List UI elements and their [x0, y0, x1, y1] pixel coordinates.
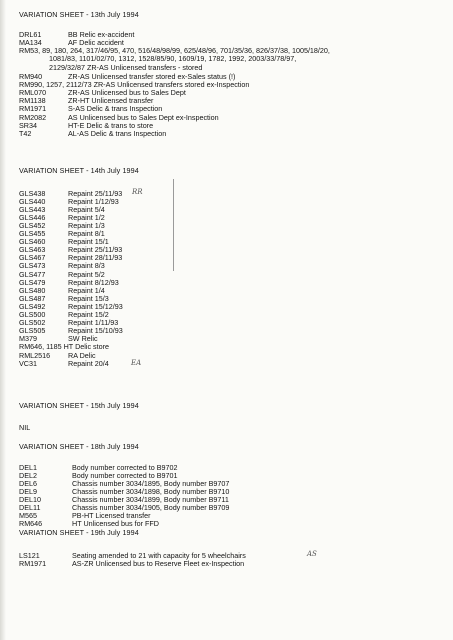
fleet-code: RML070: [19, 88, 47, 98]
fleet-code: DEL9: [19, 486, 37, 496]
list-item: [19, 73, 439, 81]
entry-text: Repaint 25/11/93: [68, 245, 123, 255]
fleet-code: DEL6: [19, 478, 37, 488]
fleet-code: DEL10: [19, 494, 41, 504]
fleet-code: GLS487: [19, 293, 46, 303]
entry-text: Chassis number 3034/1899, Body number B9711: [72, 494, 229, 504]
entry-text: Chassis number 3034/1898, Body number B9710: [72, 486, 230, 496]
entry-text: Repaint 8/1: [68, 229, 105, 239]
fleet-code: GLS452: [19, 220, 46, 230]
entry-text: Repaint 1/11/93: [68, 318, 119, 328]
entry-text: Chassis number 3034/1895, Body number B9707: [72, 478, 230, 488]
list-item: [19, 130, 439, 138]
entry-text: Repaint 5/2: [68, 269, 105, 279]
section-14-july: [19, 167, 439, 368]
fleet-code: GLS502: [19, 318, 46, 328]
entry-text: Repaint 15/10/93: [68, 326, 123, 336]
entry-text: Seating amended to 21 with capacity for 5 wheelchairs: [72, 550, 246, 560]
fleet-code: M565: [19, 511, 37, 521]
entry-text: RA Delic: [68, 350, 96, 360]
fleet-code: GLS438: [19, 188, 46, 198]
fleet-code: DEL2: [19, 470, 37, 480]
fleet-code: GLS455: [19, 229, 46, 239]
fleet-code: LS121: [19, 550, 40, 560]
nil-text: NIL: [19, 422, 31, 432]
fleet-code: GLS463: [19, 245, 46, 255]
fleet-code: GLS479: [19, 277, 46, 287]
section-heading: VARIATION SHEET - 18th July 1994: [19, 442, 139, 451]
fleet-code: GLS505: [19, 326, 46, 336]
fleet-code: RM1971: [19, 558, 47, 568]
entry-text: Repaint 25/11/93: [68, 188, 123, 198]
entry-text: Repaint 28/11/93: [68, 253, 123, 263]
entry-text: Repaint 15/2: [68, 310, 109, 319]
fleet-code: T42: [19, 128, 32, 138]
fleet-code: GLS480: [19, 285, 46, 295]
entry-text: Body number corrected to B9701: [72, 470, 178, 480]
fleet-code: GLS473: [19, 261, 46, 271]
fleet-code: RM646: [19, 519, 43, 529]
fleet-code: RM1971: [19, 104, 47, 114]
entry-text: Repaint 8/3: [68, 261, 105, 271]
section-heading: VARIATION SHEET - 19th July 1994: [19, 528, 139, 537]
section-15-july: [19, 402, 439, 432]
entry-text: Repaint 20/4: [68, 359, 109, 369]
fleet-code: DEL11: [19, 503, 41, 513]
entry-text: ZR-HT Unlicensed transfer: [68, 96, 154, 106]
fleet-code: DEL1: [19, 462, 37, 472]
section-19-july: [19, 529, 439, 568]
scan-edge-shadow: [0, 0, 6, 640]
handwritten-annotation: EA: [131, 359, 142, 368]
fleet-code: GLS443: [19, 204, 46, 214]
fleet-code: VC31: [19, 359, 37, 369]
fleet-code: GLS440: [19, 196, 46, 206]
fleet-code: GLS467: [19, 253, 46, 263]
entry-text: AS-ZR Unlicensed bus to Reserve Fleet ex-Inspection: [72, 558, 245, 568]
entry-text: PB-HT Licensed transfer: [72, 511, 151, 521]
entry-text: Repaint 1/3: [68, 220, 105, 230]
long-entry-line: RM990, 1257, 2112/73 ZR-AS Unlicensed transfers stored ex-Inspection: [19, 79, 250, 89]
list-item: [19, 335, 439, 343]
entry-text: BB Relic ex-accident: [68, 29, 135, 39]
entry-text: AS Unlicensed bus to Sales Dept ex-Inspection: [68, 112, 219, 122]
entry-text: SW Relic: [68, 334, 98, 344]
entry-text: Repaint 1/4: [68, 285, 105, 295]
entry-text: S-AS Delic & trans Inspection: [68, 104, 163, 114]
section-18-july: [19, 443, 439, 528]
entry-text: HT-E Delic & trans to store: [68, 120, 154, 130]
fleet-code: M379: [19, 334, 37, 344]
entry-text: Repaint 1/12/93: [68, 196, 119, 206]
fleet-code: GLS492: [19, 301, 46, 311]
entry-text: AL-AS Delic & trans Inspection: [68, 128, 167, 138]
entry-text: Repaint 5/4: [68, 204, 105, 214]
fleet-code: GLS460: [19, 237, 46, 247]
section-heading: VARIATION SHEET - 13th July 1994: [19, 10, 139, 19]
long-entry-line: 2129/32/87 ZR-AS Unlicensed transfers - stored: [49, 62, 203, 72]
handwritten-annotation: RR: [132, 187, 143, 196]
entry-text: Repaint 15/12/93: [68, 301, 123, 311]
fleet-code: RML2516: [19, 350, 51, 360]
section-heading: VARIATION SHEET - 15th July 1994: [19, 401, 139, 410]
fleet-code: GLS477: [19, 269, 46, 279]
entry-text: Repaint 1/2: [68, 212, 105, 222]
fleet-code: GLS446: [19, 212, 46, 222]
entry-text: Repaint 8/12/93: [68, 277, 119, 287]
fleet-code: RM2082: [19, 112, 47, 122]
entry-text: HT Unlicensed bus for FFD: [72, 519, 159, 529]
fleet-code: RM940: [19, 71, 43, 81]
entry-text: ZR-AS Unlicensed transfer stored ex-Sales status (!): [68, 71, 236, 81]
fleet-code: GLS500: [19, 310, 46, 319]
entry-text: Repaint 15/3: [68, 293, 109, 303]
fleet-code: DRL61: [19, 29, 42, 39]
pen-mark: [173, 179, 174, 271]
entry-text: Chassis number 3034/1905, Body number B9709: [72, 503, 230, 513]
list-item: [19, 560, 439, 568]
list-item: [19, 360, 439, 368]
long-entry-line: RM646, 1185 HT Delic store: [19, 342, 110, 352]
fleet-code: MA134: [19, 37, 42, 47]
fleet-code: SR34: [19, 120, 37, 130]
entry-text: Repaint 15/1: [68, 237, 109, 247]
section-13-july: [19, 11, 439, 138]
entry-text: ZR-AS Unlicensed bus to Sales Dept: [68, 88, 186, 98]
section-heading: VARIATION SHEET - 14th July 1994: [19, 166, 139, 175]
entry-text: Body number corrected to B9702: [72, 462, 178, 472]
entry-text: AF Delic accident: [68, 37, 124, 47]
handwritten-annotation: AS: [307, 549, 317, 558]
long-entry-line: RM53, 89, 180, 264, 317/46/95, 470, 516/48/98/99, 625/48/96, 701/35/36, 826/37/38, 1005/18/20,: [19, 45, 330, 55]
fleet-code: RM1138: [19, 96, 46, 106]
list-item: [19, 39, 439, 47]
long-entry-line: 1081/83, 1101/02/70, 1312, 1528/85/90, 1609/19, 1782, 1992, 2003/33/78/97,: [49, 54, 297, 64]
